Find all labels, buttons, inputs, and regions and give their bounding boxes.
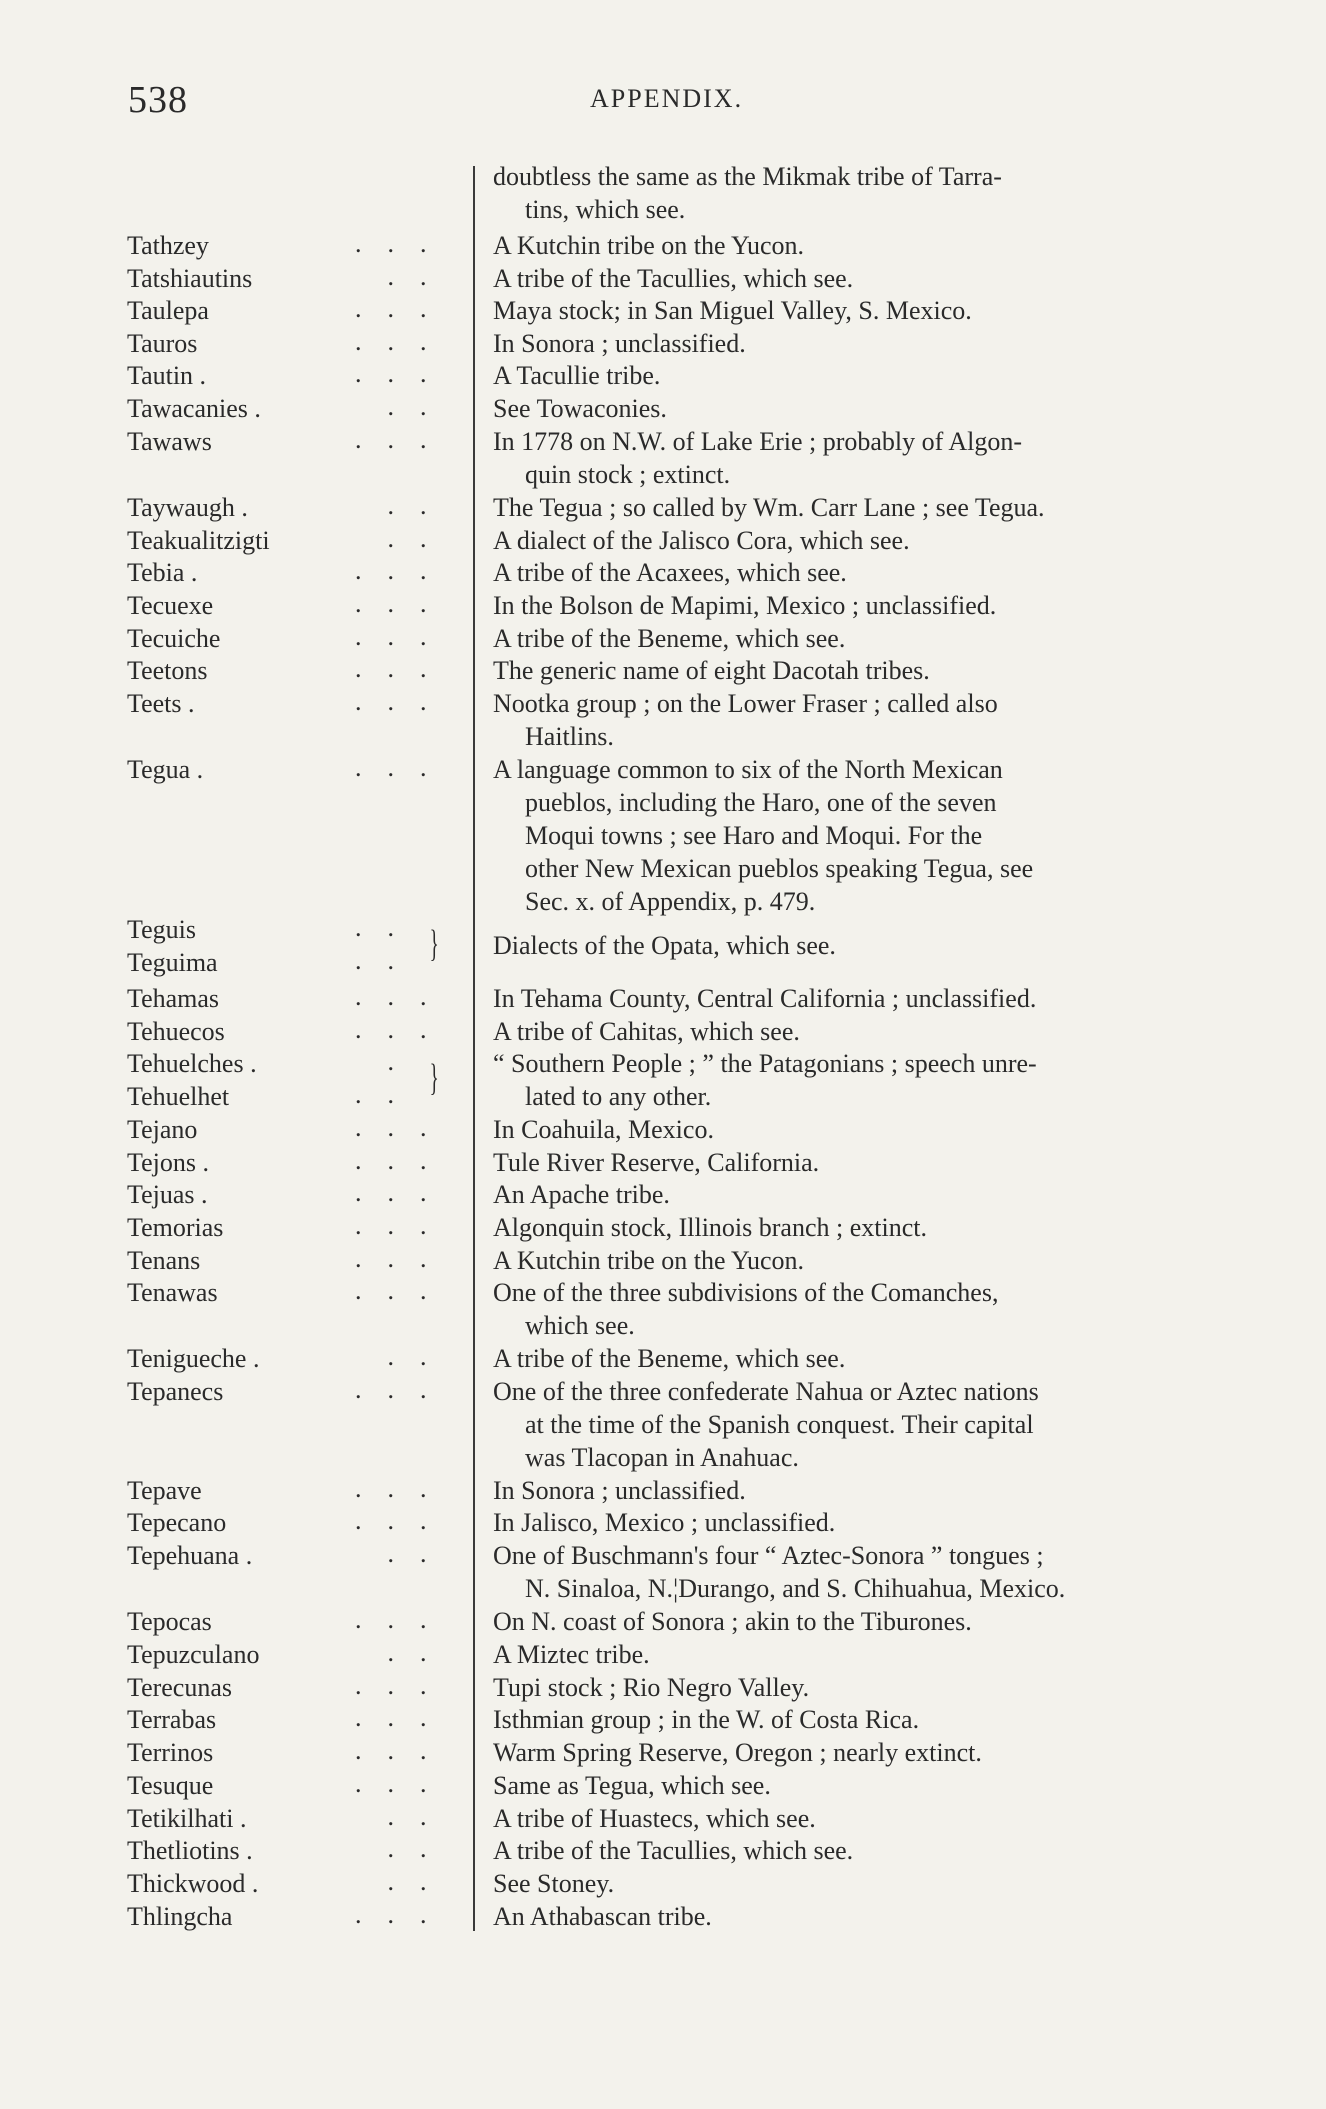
entry-term: Tautin . [127,361,207,390]
entry-row [0,160,1326,224]
entry-row [0,1244,1326,1277]
entry-term: Thickwood . [127,1869,259,1898]
entry-term: Taulepa [127,296,209,325]
definition-line: A Kutchin tribe on the Yucon. [493,1246,804,1275]
definition-line: One of the three confederate Nahua or Aztec nations [493,1377,1039,1406]
leader-dots: . . . [355,589,427,618]
definition-line: In Coahuila, Mexico. [493,1115,714,1144]
entry-row [0,1015,1326,1048]
entry-term: Tepocas [127,1607,212,1636]
entry-row [0,1703,1326,1736]
definition-line: Sec. x. of Appendix, p. 479. [525,887,816,916]
entry-row [0,1605,1326,1638]
leader-dots: . . . [355,425,427,454]
definition-line: An Athabascan tribe. [493,1902,712,1931]
entry-row [0,982,1326,1015]
definition-line: The Tegua ; so called by Wm. Carr Lane ; see Tegua. [493,493,1045,522]
definition-line: Maya stock; in San Miguel Valley, S. Mexico. [493,296,972,325]
leader-dots: . . . [355,327,427,356]
entry-term: Teguis [127,915,196,944]
definition-line: A tribe of the Tacullies, which see. [493,264,854,293]
leader-dots: . . . [355,1276,427,1305]
definition-line: In the Bolson de Mapimi, Mexico ; unclassified. [493,591,997,620]
leader-dots: . . [355,913,394,942]
definition-line: lated to any other. [525,1082,712,1111]
entry-row [0,294,1326,327]
leader-dots: . [355,1047,394,1076]
definition-line: An Apache tribe. [493,1180,670,1209]
definition-line: A Miztec tribe. [493,1640,650,1669]
leader-dots: . . . [355,622,427,651]
entry-row [0,1834,1326,1867]
definition-line: In 1778 on N.W. of Lake Erie ; probably of Algon- [493,427,1023,456]
leader-dots: . . . [355,1506,427,1535]
entry-term: Tetikilhati . [127,1804,247,1833]
entry-term: Tenawas [127,1278,218,1307]
entry-row [0,1900,1326,1933]
entry-row [0,1146,1326,1179]
definition-line: A Kutchin tribe on the Yucon. [493,231,804,260]
entry-term: Thetliotins . [127,1836,253,1865]
page-number: 538 [128,79,188,121]
leader-dots: . . . [355,654,427,683]
entry-term: Tawaws [127,427,212,456]
entry-term: Temorias [127,1213,224,1242]
entry-term: Tebia . [127,558,198,587]
definition-line: Haitlins. [525,722,614,751]
entry-term: Tejuas . [127,1180,208,1209]
entry-term: Teets . [127,689,195,718]
entry-row [0,491,1326,524]
entry-row [0,1769,1326,1802]
definition-line: See Stoney. [493,1869,615,1898]
entry-term: Teguima [127,948,218,977]
definition-line: The generic name of eight Dacotah tribes. [493,656,930,685]
entry-term: Teakualitzigti [127,526,270,555]
entry-row [0,229,1326,262]
entry-term: Tathzey [127,231,209,260]
entry-term: Tehamas [127,984,220,1013]
leader-dots: . . . [355,1900,427,1929]
leader-dots: . . . [355,1244,427,1273]
entry-term: Tejons . [127,1148,209,1177]
leader-dots: . . . [355,1769,427,1798]
definition-line: One of the three subdivisions of the Comanches, [493,1278,999,1307]
leader-dots: . . . [355,1736,427,1765]
definition-line: Tule River Reserve, California. [493,1148,820,1177]
leader-dots: . . [355,1342,427,1371]
entry-row [0,359,1326,392]
entry-term: Tejano [127,1115,198,1144]
entry-row [0,1113,1326,1146]
leader-dots: . . . [355,982,427,1011]
entry-term: Tepehuana . [127,1541,253,1570]
entry-row [0,1342,1326,1375]
definition-line: N. Sinaloa, N.¦Durango, and S. Chihuahua, Mexico. [525,1574,1066,1603]
definition-line: A language common to six of the North Mexican [493,755,1003,784]
entry-row [0,753,1326,916]
definition-line: pueblos, including the Haro, one of the seven [525,788,997,817]
entry-term: Terrabas [127,1705,217,1734]
entry-term: Tesuque [127,1771,214,1800]
entry-term: Tauros [127,329,198,358]
leader-dots: . . . [355,1015,427,1044]
entry-term: Terrinos [127,1738,214,1767]
entry-row [0,392,1326,425]
definition-line: A tribe of the Beneme, which see. [493,624,846,653]
entry-term: Tegua . [127,755,204,784]
entry-row [0,1506,1326,1539]
definition-line: Isthmian group ; in the W. of Costa Rica. [493,1705,920,1734]
definition-line: In Tehama County, Central California ; unclassified. [493,984,1037,1013]
leader-dots: . . . [355,229,427,258]
definition-line: doubtless the same as the Mikmak tribe of Tarra- [493,162,1002,191]
entry-term: Tecuexe [127,591,214,620]
definition-line: other New Mexican pueblos speaking Tegua, see [525,854,1034,883]
definition-line: Algonquin stock, Illinois branch ; extinct. [493,1213,927,1242]
definition-line: In Sonora ; unclassified. [493,1476,746,1505]
definition-line: A tribe of Huastecs, which see. [493,1804,816,1833]
entry-term: Tatshiautins [127,264,253,293]
definition-line: A tribe of the Beneme, which see. [493,1344,846,1373]
definition-line: In Jalisco, Mexico ; unclassified. [493,1508,836,1537]
brace-bracket: } [429,923,439,965]
entry-term: Tehuecos [127,1017,225,1046]
definition-line: Warm Spring Reserve, Oregon ; nearly extinct. [493,1738,982,1767]
definition-line: One of Buschmann's four “ Aztec-Sonora ” tongues ; [493,1541,1044,1570]
leader-dots: . . [355,491,427,520]
brace-bracket: } [429,1057,439,1099]
entry-row [0,1867,1326,1900]
definition-line: A Tacullie tribe. [493,361,661,390]
entry-row [0,1178,1326,1211]
leader-dots: . . [355,1080,394,1109]
definition-line: Moqui towns ; see Haro and Moqui. For the [525,821,983,850]
entry-term: Tepanecs [127,1377,224,1406]
definition-line: A tribe of the Tacullies, which see. [493,1836,854,1865]
entry-term: Tenigueche . [127,1344,260,1373]
leader-dots: . . . [355,1474,427,1503]
leader-dots: . . [355,1867,427,1896]
entry-row [0,425,1326,489]
entry-term: Tawacanies . [127,394,261,423]
definition-line: which see. [525,1311,635,1340]
leader-dots: . . . [355,687,427,716]
entry-term: Tenans [127,1246,201,1275]
definition-line: tins, which see. [525,195,686,224]
page-header [0,78,1326,121]
definition-line: In Sonora ; unclassified. [493,329,746,358]
entry-row [0,556,1326,589]
definition-line: quin stock ; extinct. [525,460,731,489]
leader-dots: . . . [355,1178,427,1207]
leader-dots: . . . [355,1375,427,1404]
entry-term: Taywaugh . [127,493,248,522]
entry-term: Tepuzculano [127,1640,260,1669]
entry-term: Teetons [127,656,208,685]
leader-dots: . . [355,1834,427,1863]
entry-term: Tepave [127,1476,202,1505]
entry-row [0,524,1326,557]
entry-row [0,1276,1326,1340]
entry-term: Tehuelhet [127,1082,230,1111]
entry-row [0,262,1326,295]
leader-dots: . . [355,262,427,291]
entry-row [0,1736,1326,1769]
entry-term: Tecuiche [127,624,221,653]
definition-line: “ Southern People ; ” the Patagonians ; speech unre- [493,1049,1037,1078]
entry-term: Tehuelches . [127,1049,257,1078]
leader-dots: . . [355,946,394,975]
definition-line: Dialects of the Opata, which see. [493,931,836,960]
leader-dots: . . . [355,1146,427,1175]
entry-row [0,1375,1326,1472]
leader-dots: . . [355,1802,427,1831]
entry-row [0,589,1326,622]
definition-line: A tribe of the Acaxees, which see. [493,558,847,587]
definition-line: at the time of the Spanish conquest. Their capital [525,1410,1034,1439]
definition-line: Tupi stock ; Rio Negro Valley. [493,1673,810,1702]
leader-dots: . . . [355,1113,427,1142]
definition-line: A tribe of Cahitas, which see. [493,1017,800,1046]
leader-dots: . . . [355,294,427,323]
entry-term: Tepecano [127,1508,227,1537]
definition-line: was Tlacopan in Anahuac. [525,1443,799,1472]
entry-row [0,622,1326,655]
entry-row [0,1638,1326,1671]
definition-line: On N. coast of Sonora ; akin to the Tiburones. [493,1607,972,1636]
definition-line: See Towaconies. [493,394,667,423]
entry-row [0,1211,1326,1244]
leader-dots: . . . [355,1703,427,1732]
entry-term: Thlingcha [127,1902,233,1931]
leader-dots: . . [355,392,427,421]
entry-term: Terecunas [127,1673,233,1702]
entry-row [0,687,1326,751]
entry-row [0,1671,1326,1704]
entry-row [0,327,1326,360]
leader-dots: . . . [355,556,427,585]
definition-line: Nootka group ; on the Lower Fraser ; called also [493,689,998,718]
leader-dots: . . [355,1539,427,1568]
leader-dots: . . . [355,359,427,388]
running-title: APPENDIX. [590,84,744,113]
entry-row [0,1474,1326,1507]
leader-dots: . . . [355,1671,427,1700]
leader-dots: . . . [355,1605,427,1634]
leader-dots: . . [355,524,427,553]
leader-dots: . . [355,1638,427,1667]
definition-line: Same as Tegua, which see. [493,1771,771,1800]
leader-dots: . . . [355,1211,427,1240]
definition-line: A dialect of the Jalisco Cora, which see. [493,526,910,555]
entry-row [0,1802,1326,1835]
entry-row [0,1539,1326,1603]
entry-row [0,654,1326,687]
leader-dots: . . . [355,753,427,782]
